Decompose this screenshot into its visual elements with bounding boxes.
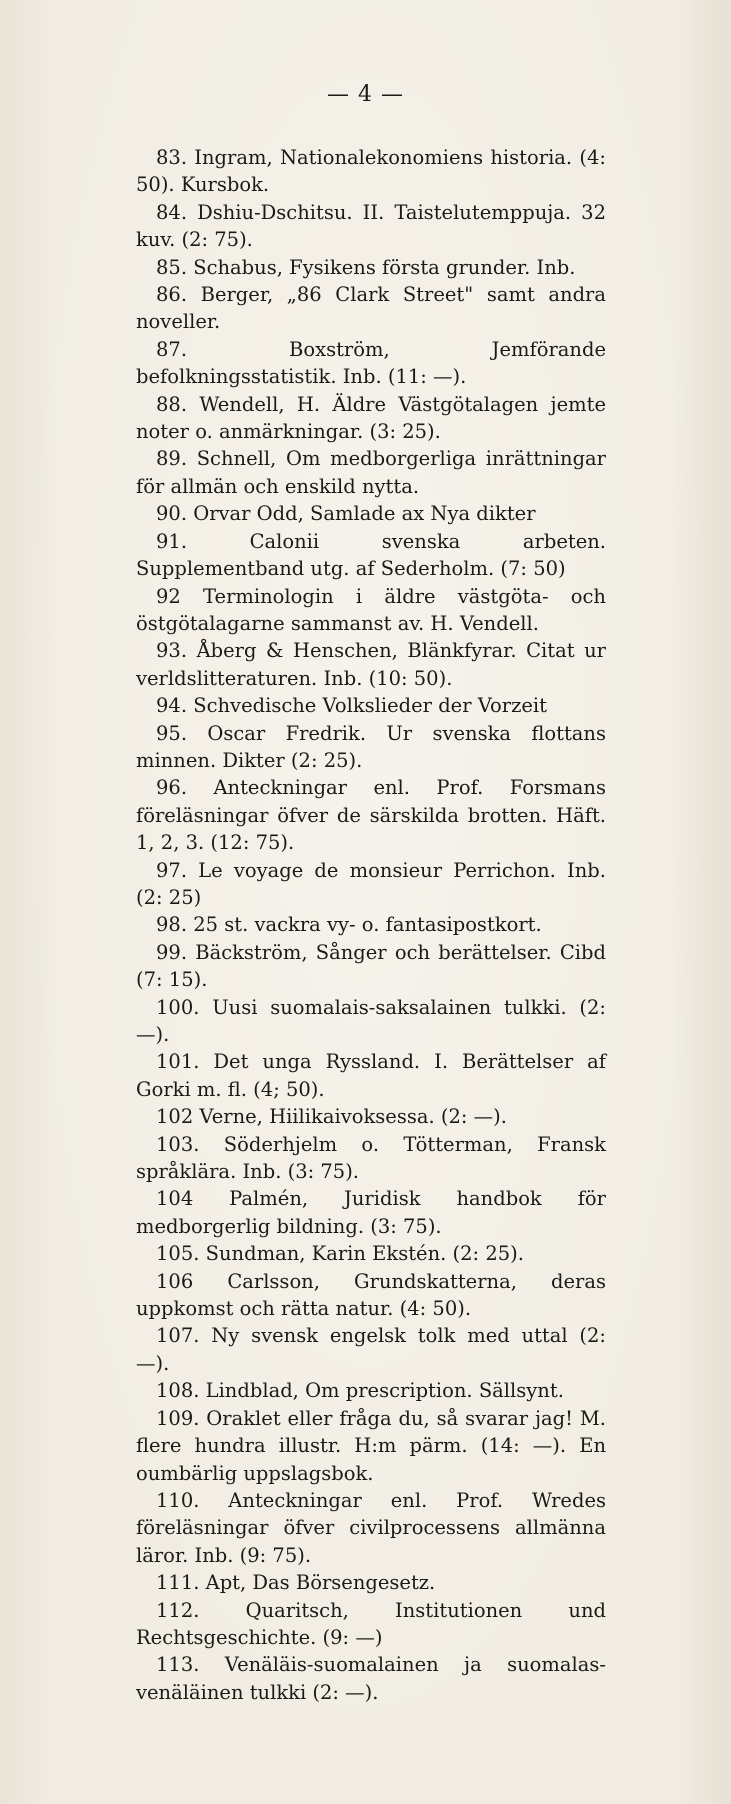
catalog-entry: 93. Åberg & Henschen, Blänkfyrar. Citat ur verldslitteraturen. Inb. (10: 50). — [136, 639, 606, 690]
catalog-entry: 113. Venäläis-suomalainen ja suomalas-venäläinen tulkki (2: —). — [136, 1653, 606, 1704]
catalog-entry: 94. Schvedische Volkslieder der Vorzeit — [156, 694, 547, 718]
catalog-entry: 107. Ny svensk engelsk tolk med uttal (2: —). — [136, 1324, 606, 1375]
catalog-entry: 84. Dshiu-Dschitsu. II. Taistelutemppuja. 32 kuv. (2: 75). — [136, 200, 606, 252]
catalog-entry: 104 Palmén, Juridisk handbok för medborgerlig bildning. (3: 75). — [136, 1187, 606, 1238]
catalog-entry: 88. Wendell, H. Äldre Västgötalagen jemte noter o. anmärkningar. (3: 25). — [136, 392, 606, 444]
catalog-entry: 96. Anteckningar enl. Prof. Forsmans föreläsningar öfver de särskilda brotten. Häft. 1, 2, 3. (12: 75). — [136, 776, 606, 855]
catalog-entry: 102 Verne, Hiilikaivoksessa. (2: —). — [156, 1105, 507, 1129]
catalog-entry: 91. Calonii svenska arbeten. Supplementband utg. af Sederholm. (7: 50) — [136, 529, 606, 581]
catalog-entry: 86. Berger, „86 Clark Street" samt andra noveller. — [136, 283, 606, 334]
catalog-entry: 108. Lindblad, Om prescription. Sällsynt. — [156, 1379, 564, 1403]
catalog-entry: 109. Oraklet eller fråga du, så svarar jag! M. flere hundra illustr. H:m pärm. (14: —). En oumbärlig uppslagsbok. — [136, 1406, 606, 1485]
catalog-entry: 98. 25 st. vackra vy- o. fantasipostkort. — [156, 913, 542, 937]
catalog-entry: 97. Le voyage de monsieur Perrichon. Inb. (2: 25) — [136, 858, 606, 909]
catalog-entry: 99. Bäckström, Sånger och berättelser. Cibd (7: 15). — [136, 940, 606, 992]
page-number: — 4 — — [327, 82, 404, 107]
catalog-entry: 90. Orvar Odd, Samlade ax Nya dikter — [156, 502, 536, 526]
catalog-entry: 85. Schabus, Fysikens första grunder. Inb. — [156, 255, 576, 279]
catalog-entry: 83. Ingram, Nationalekonomiens historia. (4: 50). Kursbok. — [136, 146, 606, 197]
catalog-entry: 106 Carlsson, Grundskatterna, deras uppkomst och rätta natur. (4: 50). — [136, 1269, 606, 1321]
catalog-entry: 95. Oscar Fredrik. Ur svenska flottans minnen. Dikter (2: 25). — [136, 721, 606, 772]
catalog-entry: 92 Terminologin i äldre västgöta- och östgötalagarne sammanst av. H. Vendell. — [136, 584, 606, 635]
catalog-entry-list — [136, 144, 606, 1706]
catalog-entry: 101. Det unga Ryssland. I. Berättelser af Gorki m. fl. (4; 50). — [136, 1050, 606, 1101]
catalog-entry: 112. Quaritsch, Institutionen und Rechtsgeschichte. (9: —) — [136, 1598, 606, 1649]
catalog-entry: 111. Apt, Das Börsengesetz. — [156, 1571, 436, 1595]
catalog-entry: 87. Boxström, Jemförande befolkningsstatistik. Inb. (11: —). — [136, 337, 606, 389]
catalog-entry: 89. Schnell, Om medborgerliga inrättningar för allmän och enskild nytta. — [136, 447, 606, 498]
catalog-entry: 100. Uusi suomalais-saksalainen tulkki. (2: —). — [136, 995, 606, 1046]
catalog-entry: 103. Söderhjelm o. Tötterman, Fransk språklära. Inb. (3: 75). — [136, 1132, 606, 1184]
catalog-entry: 110. Anteckningar enl. Prof. Wredes föreläsningar öfver civilprocessens allmänna läror. Inb. (9: 75). — [136, 1488, 606, 1567]
catalog-entry: 105. Sundman, Karin Ekstén. (2: 25). — [156, 1242, 524, 1266]
